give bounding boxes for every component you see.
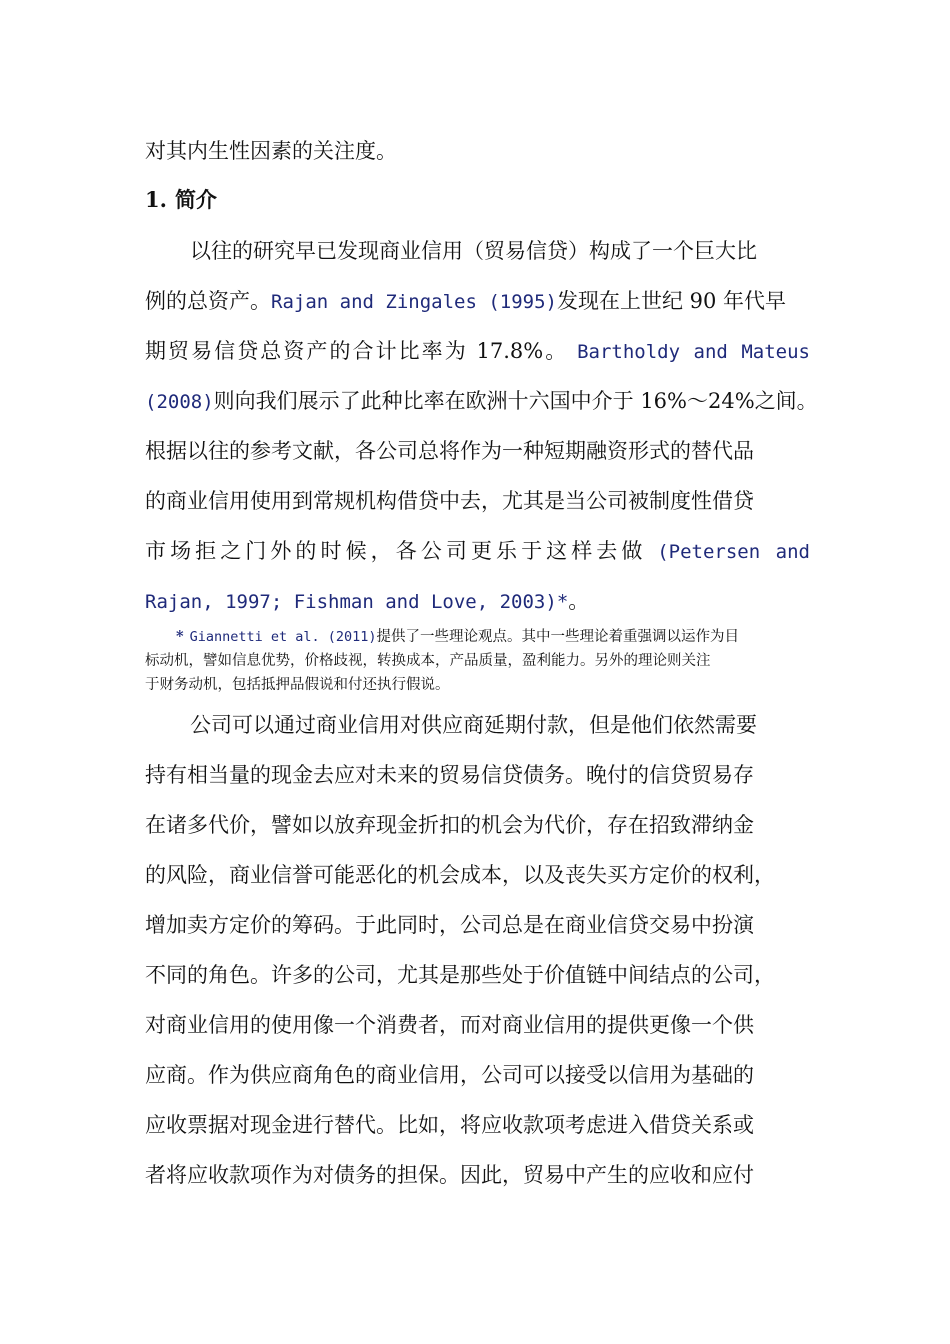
para2-line-10: 者将应收款项作为对债务的担保。因此，贸易中产生的应收和应付 (145, 1163, 754, 1187)
section-title: 简介 (174, 188, 217, 212)
text-line-top: 对其内生性因素的关注度。 (145, 139, 397, 163)
para2-line-3: 在诸多代价，譬如以放弃现金折扣的机会为代价，存在招致滞纳金 (145, 813, 754, 837)
para1-line-6: 的商业信用使用到常规机构借贷中去，尤其是当公司被制度性借贷 (145, 489, 754, 513)
para2-line-4: 的风险，商业信誉可能恶化的机会成本，以及丧失买方定价的权利， (145, 863, 775, 887)
footnote-star: * (176, 628, 184, 645)
citation-link[interactable]: Rajan, 1997; Fishman and Love, 2003) (145, 591, 557, 613)
para2-line-5: 增加卖方定价的筹码。于此同时，公司总是在商业信贷交易中扮演 (145, 913, 754, 937)
citation-link[interactable]: (2008) (145, 391, 214, 413)
para2-line-1: 公司可以通过商业信用对供应商延期付款，但是他们依然需要 (190, 713, 757, 737)
para2-line-2: 持有相当量的现金去应对未来的贸易信贷债务。晚付的信贷贸易存 (145, 763, 754, 787)
citation-link[interactable]: (Petersen and (657, 541, 810, 563)
para1-line-1: 以往的研究早已发现商业信用（贸易信贷）构成了一个巨大比 (190, 239, 757, 263)
section-heading (145, 186, 217, 214)
para1-line-4: (2008)则向我们展示了此种比率在欧洲十六国中介于 16%～24%之间。 (145, 389, 818, 413)
para1-line-3: 期贸易信贷总资产的合计比率为 17.8%。 Bartholdy and Mateus (145, 339, 810, 363)
para1-line-5: 根据以往的参考文献，各公司总将作为一种短期融资形式的替代品 (145, 439, 754, 463)
section-number: 1. (145, 187, 167, 212)
para1-line-8: Rajan, 1997; Fishman and Love, 2003)*。 (145, 589, 590, 613)
para2-line-6: 不同的角色。许多的公司，尤其是那些处于价值链中间结点的公司， (145, 963, 775, 987)
para2-line-8: 应商。作为供应商角色的商业信用，公司可以接受以信用为基础的 (145, 1063, 754, 1087)
citation-link[interactable]: Bartholdy and Mateus (577, 341, 810, 363)
para1-line-7: 市场拒之门外的时候，各公司更乐于这样去做 (Petersen and (145, 539, 810, 563)
footnote-line-1: * Giannetti et al. (2011)提供了一些理论观点。其中一些理论着重强调以运作为目 (176, 628, 740, 645)
citation-link[interactable]: Rajan and Zingales (1995) (271, 291, 557, 313)
footnote-line-3: 于财务动机，包括抵押品假说和付还执行假说。 (145, 677, 450, 693)
para2-line-7: 对商业信用的使用像一个消费者，而对商业信用的提供更像一个供 (145, 1013, 754, 1037)
footnote-line-2: 标动机，譬如信息优势，价格歧视，转换成本，产品质量，盈利能力。另外的理论则关注 (145, 653, 711, 669)
para1-line-2: 例的总资产。Rajan and Zingales (1995)发现在上世纪 90 年代早 (145, 289, 787, 313)
citation-link[interactable]: Giannetti et al. (2011) (189, 629, 377, 645)
para2-line-9: 应收票据对现金进行替代。比如，将应收款项考虑进入借贷关系或 (145, 1113, 754, 1137)
footnote-marker[interactable]: * (556, 591, 569, 613)
